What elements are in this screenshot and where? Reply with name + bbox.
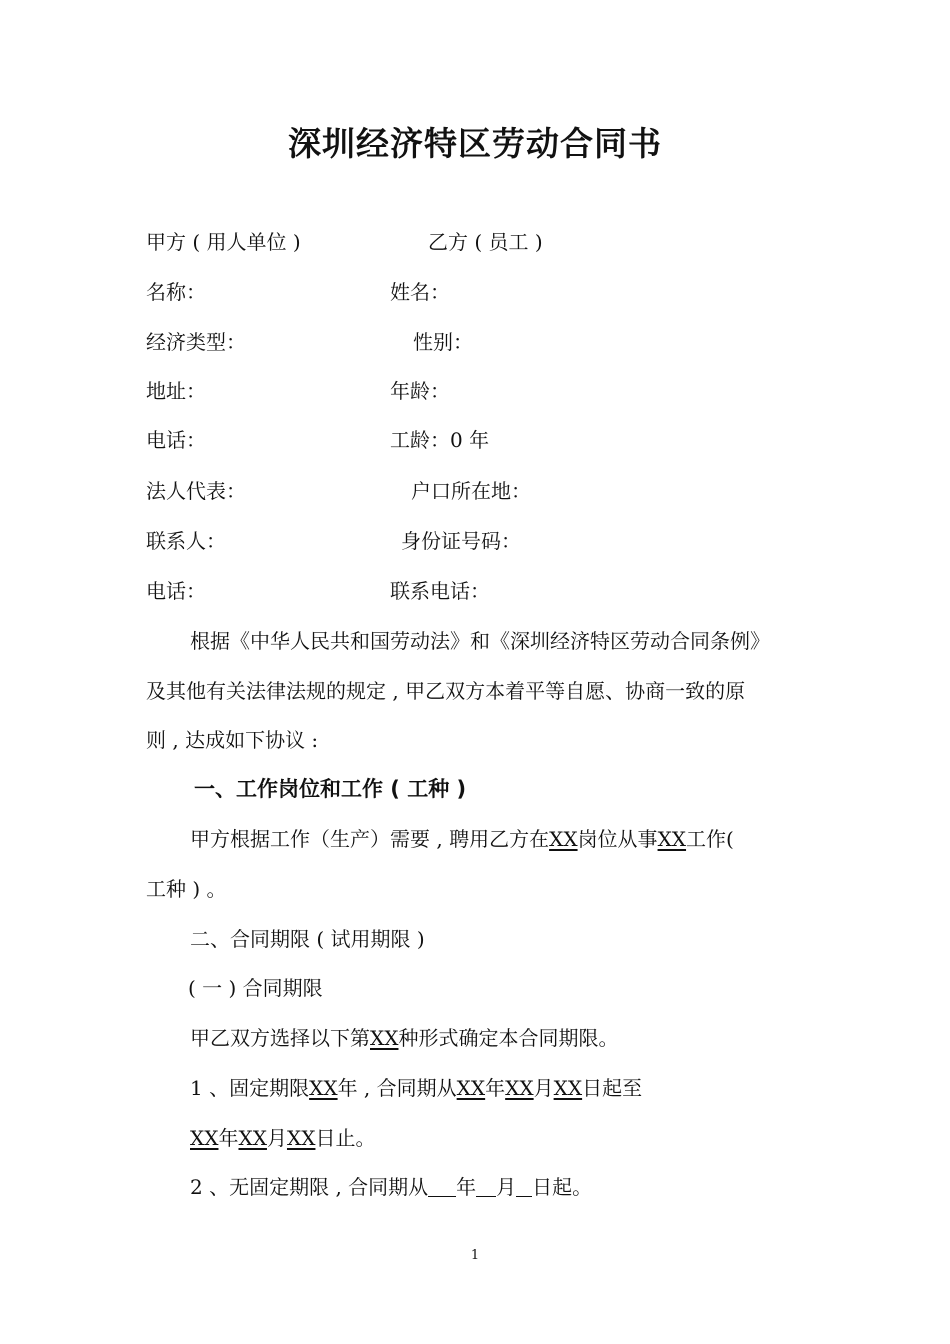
field-work-years: 工龄：0 年 [390, 428, 490, 452]
term-choice-value: XX [370, 1026, 399, 1050]
field-hukou: 户口所在地： [411, 479, 531, 503]
fixed-from-month: XX [505, 1076, 534, 1100]
page-number: 1 [470, 1248, 480, 1263]
term-choice-line: 甲乙双方选择以下第XX种形式确定本合同期限。 [190, 1026, 619, 1050]
job-value: XX [657, 827, 687, 851]
intro-line-1: 根据《中华人民共和国劳动法》和《深圳经济特区劳动合同条例》 [190, 629, 770, 653]
field-employee-phone: 联系电话： [390, 579, 490, 603]
field-phone: 电话： [146, 428, 206, 452]
document-title: 深圳经济特区劳动合同书 [288, 124, 662, 163]
field-id-number: 身份证号码： [401, 529, 521, 553]
unfixed-month-blank [476, 1174, 496, 1197]
field-employee-name: 姓名： [390, 280, 450, 304]
fixed-to-day: XX [286, 1126, 316, 1150]
field-age: 年龄： [390, 379, 450, 403]
unfixed-day-blank [516, 1174, 532, 1197]
section1-heading: 一、工作岗位和工作 ( 工种 ) [194, 777, 467, 801]
party-a-header: 甲方 ( 用人单位 ) [146, 230, 301, 254]
party-b-header: 乙方 ( 员工 ) [428, 230, 543, 254]
fixed-from-year: XX [456, 1076, 486, 1100]
fixed-to-month: XX [238, 1126, 267, 1150]
intro-line-3: 则 , 达成如下协议 : [146, 728, 319, 752]
section1-paragraph-line-2: 工种 ) 。 [146, 877, 227, 901]
fixed-term-line-2: XX年XX月XX日止。 [190, 1126, 376, 1150]
unfixed-year-blank [428, 1174, 456, 1197]
field-contact-phone: 电话： [146, 579, 206, 603]
field-address: 地址： [146, 379, 206, 403]
field-contact-person: 联系人： [146, 529, 226, 553]
intro-line-2: 及其他有关法律法规的规定 , 甲乙双方本着平等自愿、协商一致的原 [146, 679, 746, 703]
field-name: 名称： [146, 280, 206, 304]
field-economic-type: 经济类型： [146, 330, 246, 354]
fixed-from-day: XX [553, 1076, 583, 1100]
fixed-term-line-1: 1 、固定期限XX年 , 合同期从XX年XX月XX日起至 [190, 1076, 643, 1100]
unfixed-term-line: 2 、无固定期限 , 合同期从 年 月 日起。 [190, 1175, 593, 1199]
fixed-to-year: XX [190, 1126, 219, 1150]
section1-paragraph-line-1: 甲方根据工作（生产）需要 , 聘用乙方在XX岗位从事XX工作( [190, 827, 734, 851]
field-gender: 性别： [413, 330, 473, 354]
post-value: XX [549, 827, 578, 851]
sub1-heading: ( 一 ) 合同期限 [188, 976, 323, 1000]
section2-heading: 二、合同期限 ( 试用期限 ) [190, 927, 425, 951]
field-legal-rep: 法人代表： [146, 479, 246, 503]
fixed-years-value: XX [309, 1076, 338, 1100]
